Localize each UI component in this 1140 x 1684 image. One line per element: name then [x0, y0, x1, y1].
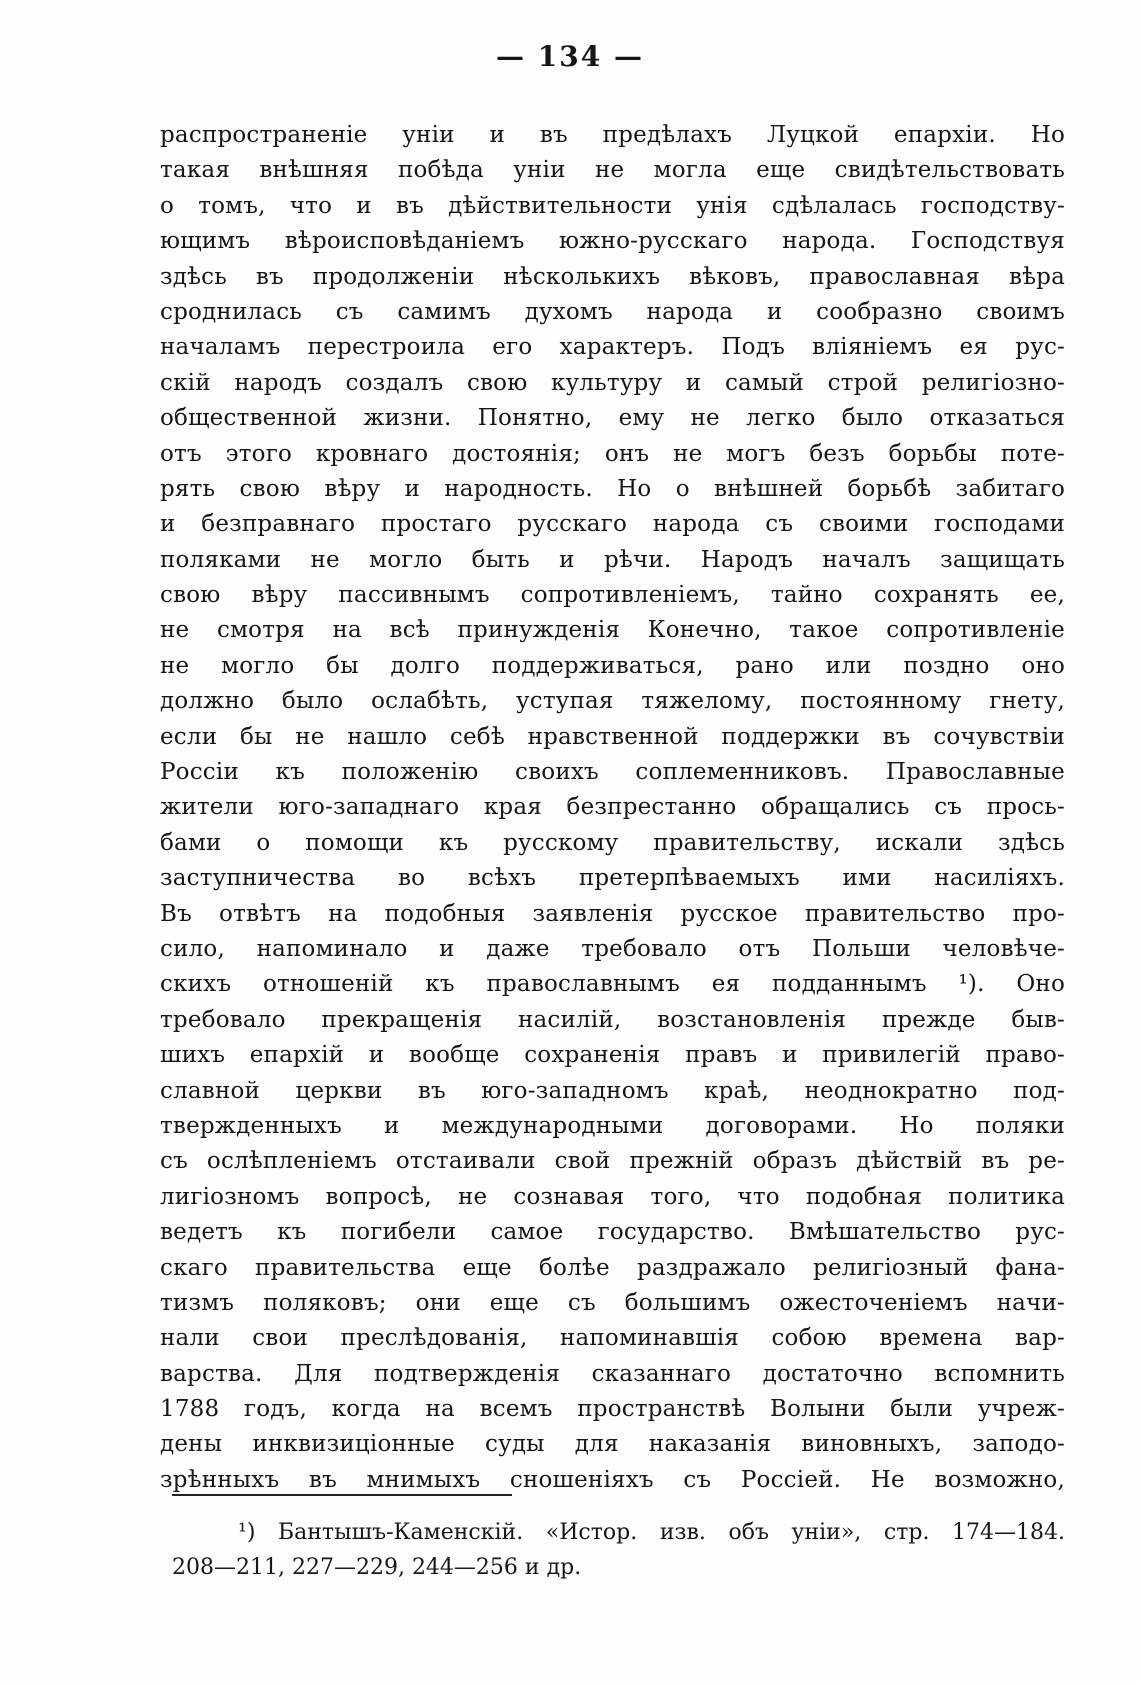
text-line: началамъ перестроила его характеръ. Подъ вліяніемъ ея рус- [160, 334, 1065, 361]
text-line: распространеніе уніи и въ предѣлахъ Луцкой епархіи. Но [160, 122, 1065, 148]
text-line: зрѣнныхъ въ мнимыхъ сношеніяхъ съ Россіей. Не возможно, [160, 1466, 1065, 1493]
text-line: славной церкви въ юго-западномъ краѣ, неоднократно под- [160, 1077, 1065, 1104]
text-line: если бы не нашло себѣ нравственной поддержки въ сочувствіи [160, 723, 1065, 750]
text-line: рять свою вѣру и народность. Но о внѣшней борьбѣ забитаго [160, 475, 1065, 502]
text-line: тизмъ поляковъ; они еще съ большимъ ожесточеніемъ начи- [160, 1289, 1065, 1316]
text-line: о томъ, что и въ дѣйствительности унія сдѣлалась господству- [160, 192, 1065, 219]
text-line: сило, напоминало и даже требовало отъ Польши человѣче- [160, 935, 1065, 962]
text-line: варства. Для подтвержденія сказаннаго достаточно вспомнить [160, 1360, 1065, 1387]
text-line: общественной жизни. Понятно, ему не легко было отказаться [160, 405, 1065, 432]
text-line: лигіозномъ вопросѣ, не сознавая того, что подобная политика [160, 1183, 1065, 1210]
text-line: сроднилась съ самимъ духомъ народа и сообразно своимъ [160, 298, 1065, 325]
text-line: отъ этого кровнаго достоянія; онъ не могъ безъ борьбы поте- [160, 440, 1065, 467]
footnote-line: 208—211, 227—229, 244—256 и др. [172, 1555, 582, 1580]
footnote-line: ¹) Бантышъ-Каменскій. «Истор. изв. объ уніи», стр. 174—184. [238, 1520, 1065, 1545]
text-line: твержденныхъ и международными договорами. Но поляки [160, 1112, 1065, 1139]
body-text [160, 118, 1065, 1498]
text-line: шихъ епархій и вообще сохраненія правъ и привилегій право- [160, 1042, 1065, 1069]
text-line: дены инквизиціонные суды для наказанія виновныхъ, заподо- [160, 1431, 1065, 1458]
text-line: скій народъ создалъ свою культуру и самый строй религіозно- [160, 369, 1065, 396]
text-line: поляками не могло быть и рѣчи. Народъ началъ защищать [160, 546, 1065, 573]
footnote-divider [172, 1494, 512, 1496]
text-line: не смотря на всѣ принужденія Конечно, такое сопротивленіе [160, 617, 1065, 644]
text-line: скаго правительства еще болѣе раздражало религіозный фана- [160, 1254, 1065, 1281]
text-line: съ ослѣпленіемъ отстаивали свой прежній образъ дѣйствій въ ре- [160, 1148, 1065, 1175]
page-number: — 134 — [496, 40, 644, 73]
text-line: не могло бы долго поддерживаться, рано или поздно оно [160, 652, 1065, 679]
text-line: жители юго-западнаго края безпрестанно обращались съ прось- [160, 794, 1065, 821]
text-line: требовало прекращенія насилій, возстановленія прежде быв- [160, 1006, 1065, 1033]
text-line: и безправнаго простаго русскаго народа съ своими господами [160, 511, 1065, 538]
text-line: должно было ослабѣть, уступая тяжелому, постоянному гнету, [160, 688, 1065, 715]
text-line: Въ отвѣтъ на подобныя заявленія русское правительство про- [160, 900, 1065, 927]
text-line: заступничества во всѣхъ претерпѣваемыхъ ими насиліяхъ. [160, 865, 1065, 892]
text-line: 1788 годъ, когда на всемъ пространствѣ Волыни были учреж- [160, 1396, 1065, 1423]
text-line: скихъ отношеній къ православнымъ ея подданнымъ ¹). Оно [160, 971, 1065, 998]
text-line: свою вѣру пассивнымъ сопротивленіемъ, тайно сохранять ее, [160, 582, 1065, 609]
text-line: такая внѣшняя побѣда уніи не могла еще свидѣтельствовать [160, 157, 1065, 184]
text-line: ющимъ вѣроисповѣданіемъ южно-русскаго народа. Господствуя [160, 228, 1065, 255]
footnote [172, 1515, 1065, 1585]
text-line: Россіи къ положенію своихъ соплеменниковъ. Православные [160, 759, 1065, 786]
text-line: нали свои преслѣдованія, напоминавшія собою времена вар- [160, 1325, 1065, 1352]
text-line: бами о помощи къ русскому правительству, искали здѣсь [160, 829, 1065, 856]
text-line: здѣсь въ продолженіи нѣсколькихъ вѣковъ, православная вѣра [160, 263, 1065, 290]
text-line: ведетъ къ погибели самое государство. Вмѣшательство рус- [160, 1219, 1065, 1246]
